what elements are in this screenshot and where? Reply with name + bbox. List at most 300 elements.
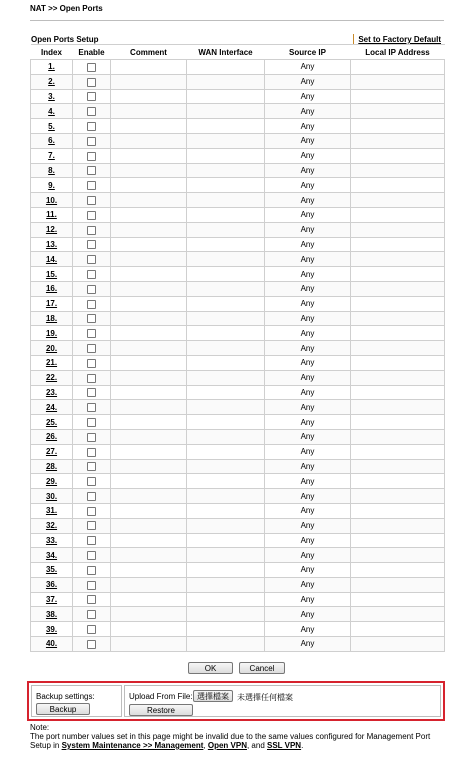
enable-checkbox[interactable] bbox=[87, 448, 96, 457]
row-index-cell bbox=[31, 548, 73, 563]
row-wan-interface-cell bbox=[187, 385, 265, 400]
table-row bbox=[31, 193, 445, 208]
enable-checkbox[interactable] bbox=[87, 344, 96, 353]
row-enable-cell bbox=[73, 311, 111, 326]
row-source-ip-cell: Any bbox=[265, 237, 351, 252]
note-text-body: The port number values set in this page might be invalid due to the same values configured for Management Port Setup in bbox=[30, 732, 431, 750]
enable-checkbox[interactable] bbox=[87, 314, 96, 323]
row-enable-cell bbox=[73, 592, 111, 607]
enable-checkbox[interactable] bbox=[87, 285, 96, 294]
enable-checkbox[interactable] bbox=[87, 433, 96, 442]
row-index-cell bbox=[31, 296, 73, 311]
table-row bbox=[31, 163, 445, 178]
row-source-ip-cell: Any bbox=[265, 444, 351, 459]
upload-from-file-label: Upload From File: bbox=[129, 692, 193, 701]
row-comment-cell bbox=[111, 267, 187, 282]
row-wan-interface-cell bbox=[187, 533, 265, 548]
row-source-ip-cell: Any bbox=[265, 563, 351, 578]
row-index-cell bbox=[31, 518, 73, 533]
row-index-link[interactable]: 30. bbox=[45, 491, 58, 501]
row-index-link[interactable]: 22. bbox=[45, 373, 58, 383]
table-row bbox=[31, 326, 445, 341]
row-index-link[interactable]: 39. bbox=[45, 624, 58, 634]
row-enable-cell bbox=[73, 193, 111, 208]
enable-checkbox[interactable] bbox=[87, 270, 96, 279]
row-index-cell bbox=[31, 607, 73, 622]
enable-checkbox[interactable] bbox=[87, 92, 96, 101]
row-local-ip-cell bbox=[351, 252, 445, 267]
enable-checkbox[interactable] bbox=[87, 166, 96, 175]
backup-settings-cell bbox=[31, 685, 122, 717]
row-local-ip-cell bbox=[351, 533, 445, 548]
row-comment-cell bbox=[111, 252, 187, 267]
row-local-ip-cell bbox=[351, 622, 445, 637]
row-index-cell bbox=[31, 178, 73, 193]
row-source-ip-cell: Any bbox=[265, 607, 351, 622]
row-index-link[interactable]: 8. bbox=[48, 165, 55, 175]
row-comment-cell bbox=[111, 341, 187, 356]
row-local-ip-cell bbox=[351, 429, 445, 444]
row-enable-cell bbox=[73, 415, 111, 430]
row-local-ip-cell bbox=[351, 415, 445, 430]
row-wan-interface-cell bbox=[187, 148, 265, 163]
enable-checkbox[interactable] bbox=[87, 226, 96, 235]
row-local-ip-cell bbox=[351, 148, 445, 163]
row-enable-cell bbox=[73, 267, 111, 282]
row-enable-cell bbox=[73, 119, 111, 134]
table-body bbox=[31, 60, 445, 652]
row-index-link[interactable]: 32. bbox=[45, 521, 58, 531]
row-wan-interface-cell bbox=[187, 296, 265, 311]
row-comment-cell bbox=[111, 533, 187, 548]
row-index-link[interactable]: 10. bbox=[45, 195, 58, 205]
enable-checkbox[interactable] bbox=[87, 255, 96, 264]
row-source-ip-cell: Any bbox=[265, 400, 351, 415]
row-local-ip-cell bbox=[351, 89, 445, 104]
row-index-cell bbox=[31, 533, 73, 548]
row-local-ip-cell bbox=[351, 207, 445, 222]
row-index-link[interactable]: 25. bbox=[45, 417, 58, 427]
table-row bbox=[31, 518, 445, 533]
row-wan-interface-cell bbox=[187, 518, 265, 533]
row-index-cell bbox=[31, 444, 73, 459]
enable-checkbox[interactable] bbox=[87, 374, 96, 383]
table-row bbox=[31, 252, 445, 267]
row-index-cell bbox=[31, 592, 73, 607]
row-wan-interface-cell bbox=[187, 622, 265, 637]
row-source-ip-cell: Any bbox=[265, 267, 351, 282]
row-enable-cell bbox=[73, 237, 111, 252]
table-row bbox=[31, 429, 445, 444]
row-local-ip-cell bbox=[351, 637, 445, 652]
table-row bbox=[31, 296, 445, 311]
row-index-link[interactable]: 3. bbox=[48, 91, 55, 101]
enable-checkbox[interactable] bbox=[87, 211, 96, 220]
row-index-link[interactable]: 28. bbox=[45, 461, 58, 471]
row-wan-interface-cell bbox=[187, 281, 265, 296]
row-index-link[interactable]: 38. bbox=[45, 609, 58, 619]
cancel-button[interactable]: Cancel bbox=[239, 662, 285, 674]
row-local-ip-cell bbox=[351, 267, 445, 282]
row-index-link[interactable]: 40. bbox=[45, 639, 58, 649]
row-comment-cell bbox=[111, 474, 187, 489]
row-index-link[interactable]: 27. bbox=[45, 447, 58, 457]
row-index-link[interactable]: 29. bbox=[45, 476, 58, 486]
row-comment-cell bbox=[111, 326, 187, 341]
row-source-ip-cell: Any bbox=[265, 252, 351, 267]
row-index-cell bbox=[31, 89, 73, 104]
row-enable-cell bbox=[73, 444, 111, 459]
row-comment-cell bbox=[111, 385, 187, 400]
row-local-ip-cell bbox=[351, 341, 445, 356]
row-enable-cell bbox=[73, 459, 111, 474]
table-row bbox=[31, 370, 445, 385]
row-local-ip-cell bbox=[351, 237, 445, 252]
row-source-ip-cell: Any bbox=[265, 296, 351, 311]
row-source-ip-cell: Any bbox=[265, 222, 351, 237]
enable-checkbox[interactable] bbox=[87, 137, 96, 146]
table-row bbox=[31, 607, 445, 622]
row-local-ip-cell bbox=[351, 563, 445, 578]
table-row bbox=[31, 474, 445, 489]
row-index-cell bbox=[31, 252, 73, 267]
section-title: Open Ports Setup bbox=[31, 35, 99, 44]
row-enable-cell bbox=[73, 341, 111, 356]
enable-checkbox[interactable] bbox=[87, 566, 96, 575]
row-source-ip-cell: Any bbox=[265, 326, 351, 341]
row-wan-interface-cell bbox=[187, 178, 265, 193]
row-wan-interface-cell bbox=[187, 341, 265, 356]
row-comment-cell bbox=[111, 133, 187, 148]
row-index-link[interactable]: 13. bbox=[45, 239, 58, 249]
table-row bbox=[31, 400, 445, 415]
note-heading: Note: bbox=[30, 723, 50, 732]
row-local-ip-cell bbox=[351, 74, 445, 89]
row-index-link[interactable]: 4. bbox=[48, 106, 55, 116]
enable-checkbox[interactable] bbox=[87, 610, 96, 619]
table-row bbox=[31, 637, 445, 652]
row-index-cell bbox=[31, 222, 73, 237]
row-index-link[interactable]: 37. bbox=[45, 595, 58, 605]
backup-button[interactable]: Backup bbox=[36, 703, 90, 715]
row-source-ip-cell: Any bbox=[265, 385, 351, 400]
row-wan-interface-cell bbox=[187, 548, 265, 563]
row-index-link[interactable]: 20. bbox=[45, 343, 58, 353]
row-comment-cell bbox=[111, 622, 187, 637]
row-source-ip-cell: Any bbox=[265, 60, 351, 75]
row-source-ip-cell: Any bbox=[265, 622, 351, 637]
set-factory-default-link[interactable]: Set to Factory Default bbox=[358, 35, 441, 44]
row-index-cell bbox=[31, 311, 73, 326]
row-comment-cell bbox=[111, 163, 187, 178]
row-index-link[interactable]: 33. bbox=[45, 535, 58, 545]
row-index-cell bbox=[31, 133, 73, 148]
row-comment-cell bbox=[111, 415, 187, 430]
table-row bbox=[31, 355, 445, 370]
row-wan-interface-cell bbox=[187, 489, 265, 504]
row-enable-cell bbox=[73, 607, 111, 622]
row-comment-cell bbox=[111, 222, 187, 237]
row-index-link[interactable]: 24. bbox=[45, 402, 58, 412]
enable-checkbox[interactable] bbox=[87, 240, 96, 249]
enable-checkbox[interactable] bbox=[87, 507, 96, 516]
row-index-cell bbox=[31, 415, 73, 430]
table-row bbox=[31, 89, 445, 104]
ssl-vpn-link[interactable]: SSL VPN bbox=[267, 741, 302, 750]
row-enable-cell bbox=[73, 148, 111, 163]
system-maintenance-management-link[interactable]: System Maintenance >> Management bbox=[61, 741, 204, 750]
row-comment-cell bbox=[111, 60, 187, 75]
col-header-comment: Comment bbox=[111, 45, 187, 60]
row-enable-cell bbox=[73, 533, 111, 548]
row-source-ip-cell: Any bbox=[265, 459, 351, 474]
enable-checkbox[interactable] bbox=[87, 477, 96, 486]
restore-button[interactable]: Restore bbox=[129, 704, 193, 716]
row-wan-interface-cell bbox=[187, 459, 265, 474]
row-wan-interface-cell bbox=[187, 503, 265, 518]
choose-file-button[interactable]: 選擇檔案 bbox=[193, 690, 233, 702]
row-index-link[interactable]: 18. bbox=[45, 313, 58, 323]
row-source-ip-cell: Any bbox=[265, 133, 351, 148]
table-row bbox=[31, 503, 445, 518]
row-index-cell bbox=[31, 267, 73, 282]
row-enable-cell bbox=[73, 577, 111, 592]
row-local-ip-cell bbox=[351, 489, 445, 504]
col-header-index: Index bbox=[31, 45, 73, 60]
ok-button[interactable]: OK bbox=[188, 662, 233, 674]
enable-checkbox[interactable] bbox=[87, 300, 96, 309]
enable-checkbox[interactable] bbox=[87, 625, 96, 634]
breadcrumb: NAT >> Open Ports bbox=[30, 4, 103, 13]
row-wan-interface-cell bbox=[187, 74, 265, 89]
row-local-ip-cell bbox=[351, 311, 445, 326]
row-local-ip-cell bbox=[351, 60, 445, 75]
row-index-link[interactable]: 16. bbox=[45, 284, 58, 294]
row-source-ip-cell: Any bbox=[265, 355, 351, 370]
row-index-cell bbox=[31, 622, 73, 637]
row-source-ip-cell: Any bbox=[265, 429, 351, 444]
row-comment-cell bbox=[111, 503, 187, 518]
row-comment-cell bbox=[111, 311, 187, 326]
table-row bbox=[31, 548, 445, 563]
row-wan-interface-cell bbox=[187, 563, 265, 578]
note-separator: , bbox=[203, 741, 208, 750]
row-index-link[interactable]: 2. bbox=[48, 77, 55, 87]
row-index-cell bbox=[31, 474, 73, 489]
row-comment-cell bbox=[111, 592, 187, 607]
row-index-link[interactable]: 14. bbox=[45, 254, 58, 264]
row-enable-cell bbox=[73, 296, 111, 311]
row-enable-cell bbox=[73, 163, 111, 178]
table-row bbox=[31, 385, 445, 400]
row-comment-cell bbox=[111, 429, 187, 444]
row-index-link[interactable]: 7. bbox=[48, 151, 55, 161]
row-wan-interface-cell bbox=[187, 267, 265, 282]
enable-checkbox[interactable] bbox=[87, 107, 96, 116]
row-index-link[interactable]: 34. bbox=[45, 550, 58, 560]
table-row bbox=[31, 489, 445, 504]
enable-checkbox[interactable] bbox=[87, 403, 96, 412]
enable-checkbox[interactable] bbox=[87, 581, 96, 590]
row-source-ip-cell: Any bbox=[265, 74, 351, 89]
row-comment-cell bbox=[111, 607, 187, 622]
note-separator: , and bbox=[246, 741, 267, 750]
enable-checkbox[interactable] bbox=[87, 359, 96, 368]
row-enable-cell bbox=[73, 133, 111, 148]
row-index-link[interactable]: 23. bbox=[45, 387, 58, 397]
table-row bbox=[31, 622, 445, 637]
row-index-cell bbox=[31, 193, 73, 208]
row-comment-cell bbox=[111, 563, 187, 578]
enable-checkbox[interactable] bbox=[87, 196, 96, 205]
row-comment-cell bbox=[111, 637, 187, 652]
note-text bbox=[30, 732, 450, 750]
row-comment-cell bbox=[111, 178, 187, 193]
row-index-link[interactable]: 36. bbox=[45, 580, 58, 590]
row-comment-cell bbox=[111, 577, 187, 592]
row-index-cell bbox=[31, 489, 73, 504]
enable-checkbox[interactable] bbox=[87, 329, 96, 338]
row-enable-cell bbox=[73, 637, 111, 652]
row-source-ip-cell: Any bbox=[265, 518, 351, 533]
table-row bbox=[31, 311, 445, 326]
table-row bbox=[31, 592, 445, 607]
row-index-cell bbox=[31, 459, 73, 474]
enable-checkbox[interactable] bbox=[87, 492, 96, 501]
row-source-ip-cell: Any bbox=[265, 178, 351, 193]
enable-checkbox[interactable] bbox=[87, 63, 96, 72]
table-row bbox=[31, 281, 445, 296]
row-index-link[interactable]: 17. bbox=[45, 299, 58, 309]
table-row bbox=[31, 577, 445, 592]
enable-checkbox[interactable] bbox=[87, 388, 96, 397]
enable-checkbox[interactable] bbox=[87, 536, 96, 545]
row-index-cell bbox=[31, 385, 73, 400]
table-row bbox=[31, 237, 445, 252]
row-local-ip-cell bbox=[351, 355, 445, 370]
row-index-link[interactable]: 6. bbox=[48, 136, 55, 146]
row-source-ip-cell: Any bbox=[265, 637, 351, 652]
enable-checkbox[interactable] bbox=[87, 181, 96, 190]
row-wan-interface-cell bbox=[187, 89, 265, 104]
row-wan-interface-cell bbox=[187, 119, 265, 134]
table-row bbox=[31, 267, 445, 282]
table-row bbox=[31, 60, 445, 75]
row-source-ip-cell: Any bbox=[265, 489, 351, 504]
row-index-link[interactable]: 35. bbox=[45, 565, 58, 575]
row-local-ip-cell bbox=[351, 385, 445, 400]
row-comment-cell bbox=[111, 370, 187, 385]
row-local-ip-cell bbox=[351, 133, 445, 148]
row-source-ip-cell: Any bbox=[265, 415, 351, 430]
row-index-link[interactable]: 31. bbox=[45, 506, 58, 516]
row-enable-cell bbox=[73, 207, 111, 222]
row-index-cell bbox=[31, 60, 73, 75]
open-ports-table bbox=[30, 44, 445, 652]
row-index-link[interactable]: 5. bbox=[48, 121, 55, 131]
row-source-ip-cell: Any bbox=[265, 193, 351, 208]
note-end: . bbox=[301, 741, 304, 750]
row-source-ip-cell: Any bbox=[265, 577, 351, 592]
factory-link-divider bbox=[353, 34, 354, 44]
row-comment-cell bbox=[111, 548, 187, 563]
row-index-link[interactable]: 9. bbox=[48, 180, 55, 190]
row-wan-interface-cell bbox=[187, 252, 265, 267]
note-section bbox=[30, 723, 450, 750]
row-local-ip-cell bbox=[351, 607, 445, 622]
row-local-ip-cell bbox=[351, 119, 445, 134]
row-enable-cell bbox=[73, 60, 111, 75]
table-row bbox=[31, 104, 445, 119]
row-index-link[interactable]: 26. bbox=[45, 432, 58, 442]
row-enable-cell bbox=[73, 222, 111, 237]
row-index-link[interactable]: 12. bbox=[45, 225, 58, 235]
enable-checkbox[interactable] bbox=[87, 521, 96, 530]
row-wan-interface-cell bbox=[187, 133, 265, 148]
row-index-link[interactable]: 11. bbox=[46, 210, 57, 220]
row-enable-cell bbox=[73, 400, 111, 415]
row-wan-interface-cell bbox=[187, 60, 265, 75]
row-local-ip-cell bbox=[351, 459, 445, 474]
row-source-ip-cell: Any bbox=[265, 119, 351, 134]
enable-checkbox[interactable] bbox=[87, 595, 96, 604]
row-enable-cell bbox=[73, 370, 111, 385]
enable-checkbox[interactable] bbox=[87, 78, 96, 87]
row-index-cell bbox=[31, 281, 73, 296]
row-local-ip-cell bbox=[351, 370, 445, 385]
enable-checkbox[interactable] bbox=[87, 122, 96, 131]
row-source-ip-cell: Any bbox=[265, 89, 351, 104]
enable-checkbox[interactable] bbox=[87, 551, 96, 560]
row-index-link[interactable]: 1. bbox=[48, 62, 55, 72]
enable-checkbox[interactable] bbox=[87, 418, 96, 427]
enable-checkbox[interactable] bbox=[87, 152, 96, 161]
row-index-cell bbox=[31, 577, 73, 592]
row-index-cell bbox=[31, 355, 73, 370]
table-row bbox=[31, 444, 445, 459]
row-index-cell bbox=[31, 563, 73, 578]
row-local-ip-cell bbox=[351, 326, 445, 341]
row-local-ip-cell bbox=[351, 592, 445, 607]
row-enable-cell bbox=[73, 252, 111, 267]
backup-settings-label: Backup settings: bbox=[36, 692, 95, 701]
row-wan-interface-cell bbox=[187, 207, 265, 222]
row-enable-cell bbox=[73, 548, 111, 563]
row-index-cell bbox=[31, 326, 73, 341]
row-source-ip-cell: Any bbox=[265, 533, 351, 548]
row-comment-cell bbox=[111, 237, 187, 252]
row-index-link[interactable]: 19. bbox=[45, 328, 58, 338]
row-index-cell bbox=[31, 148, 73, 163]
table-row bbox=[31, 415, 445, 430]
row-local-ip-cell bbox=[351, 474, 445, 489]
row-index-link[interactable]: 21. bbox=[45, 358, 58, 368]
enable-checkbox[interactable] bbox=[87, 640, 96, 649]
table-row bbox=[31, 148, 445, 163]
row-wan-interface-cell bbox=[187, 222, 265, 237]
row-comment-cell bbox=[111, 400, 187, 415]
enable-checkbox[interactable] bbox=[87, 462, 96, 471]
row-index-cell bbox=[31, 74, 73, 89]
row-index-link[interactable]: 15. bbox=[45, 269, 58, 279]
row-comment-cell bbox=[111, 459, 187, 474]
row-comment-cell bbox=[111, 148, 187, 163]
row-index-cell bbox=[31, 637, 73, 652]
row-local-ip-cell bbox=[351, 518, 445, 533]
row-comment-cell bbox=[111, 489, 187, 504]
open-vpn-link[interactable]: Open VPN bbox=[207, 741, 247, 750]
row-index-cell bbox=[31, 341, 73, 356]
